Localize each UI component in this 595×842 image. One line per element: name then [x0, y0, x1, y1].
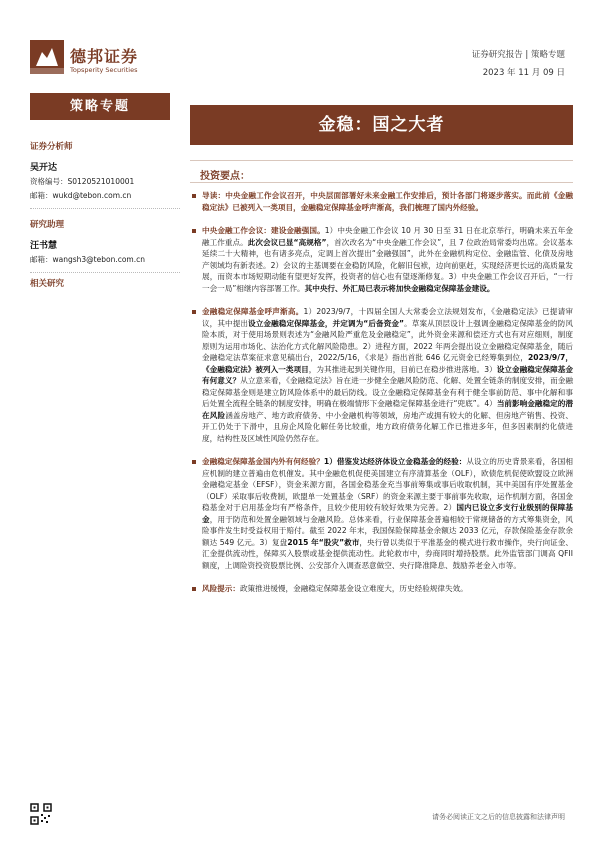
bullet-lead: 金融稳定保障基金国内外有何经验？ — [202, 457, 324, 466]
bullet-emphasis: 设立金融稳定保障基金有何意义？ — [202, 364, 573, 385]
bullet-stability-fund — [190, 306, 573, 444]
bullet-text: 涵盖房地产、地方政府债务、中小金融机构等领域，房地产或拥有较大的化解、但房地产销售、投资、开工仍处于下滑中，且房企风险化解任务比较重，地方政府债务化解工作已推进多年，但多因素制约化债进度，结构性及区域性风险仍然存在。 — [202, 410, 574, 443]
bullet-lead: 中央金融工作会议：建设金融强国。 — [202, 226, 325, 235]
report-title: 金稳：国之大者 — [190, 105, 573, 145]
bullet-text: 1）中央金融工作会议 10 月 30 日至 31 日在北京举行，明确未来五年金融工作重点。 — [202, 226, 573, 247]
assistant-block — [30, 218, 180, 265]
bullet-text: 1）2023/9/7，十四届全国人大常委会立法规划发布，《金融稳定法》已提请审议，其中提出 — [202, 307, 574, 328]
bullet-intro — [190, 190, 573, 213]
key-points-title: 投资要点： — [200, 171, 250, 182]
qr-code-icon — [30, 803, 52, 825]
analyst-block — [30, 140, 180, 201]
analyst-heading: 证券分析师 — [30, 142, 73, 152]
bullet-lead: 风险提示： — [202, 584, 240, 593]
analyst-email: 邮箱：wukd@tebon.com.cn — [30, 191, 132, 200]
bullet-text: 政策推进缓慢，金融稳定保障基金设立难度大，历史经验规律失效。 — [239, 584, 468, 593]
sidebar-divider — [30, 272, 180, 273]
related-heading: 相关研究 — [30, 279, 65, 289]
bullet-central-finance — [190, 225, 573, 294]
key-points-list — [190, 190, 573, 607]
assistant-name: 汪书慧 — [30, 241, 58, 251]
assistant-email: 邮箱：wangsh3@tebon.com.cn — [30, 255, 145, 264]
bullet-text: 从设立的历史背景来看，各国相应机制的建立普遍由危机催发。其中金融危机促使美国建立有序清算基金（OLF），欧债危机促使欧盟设立欧洲金融稳定基金（EFSF），资金来源方面，各国金稳基金充当事前筹集或事后收取机制，其中美国有序处置基金（OLF）采取事后收费制，欧盟单一处置基金（SRF）的资金来源主要于事前事先收取，运作机制方面，各国金稳基金对于启用基金均有严格条件，且较少使用较有较好效果为完善。2） — [202, 457, 573, 512]
bullet-text: ，用于防范和处置金融领域与金融风险。总体来看，行业保障基金普遍相较于常规储备的方式筹集资金，风险事件发生时受益权用于赔付。截至 2022 年末，我国保险保障基金余额达 2033 亿元，存款保险基金存款余额达 549 亿元。3）复盘 — [202, 514, 573, 547]
bullet-text: 。草案从顶层设计上强调金融稳定保障基金的防风险本质，对于使用场景则表述为“金融风险严重危及金融稳定”，此外资金来源和偿还方式也有对应细则，制度原则为运用市场化、法治化方式化解风险隐患。2）进程方面，2022 年两会提出设立金融稳定保障基金，随后金融稳定法草案征求意见稿出台，2022/5/16，《求是》指出首批 646 亿元资金已经筹集到位， — [202, 318, 574, 362]
bullet-risk — [190, 583, 573, 595]
bullet-emphasis: 国内已设立多支行业级别的保障基金 — [202, 503, 574, 524]
bullet-text: 中央金融工作会议召开，中央层面部署好未来金融工作安排后，预计各部门将逐步落实。而此前《金融稳定法》已被列入一类项目，金融稳定保障基金呼声渐高，我们梳理了国内外经验。 — [202, 191, 574, 212]
bullet-emphasis: 1）借鉴发达经济体设立金稳基金的经验： — [323, 457, 467, 466]
title-divider — [190, 160, 573, 161]
bullet-text: ，首次改名为“中央金融工作会议”，且 7 位政治局常委均出席。会议基本延续二十大精神，也有诸多亮点，定调上首次提出“金融强国”，此外在金融机构定位、金融监管、化债及房地产领域均有新表述。2）会议的主基调要在金稳防风险，化解旧包袱，边向前驱赶，实现经济更长远的高质量发展，而资本市场短期动能有望更好发挥，投资者的信心也有望逐渐修复。3）中央金融工作会议召开后，“一行一会一局”相继内容部署工作。 — [202, 237, 574, 293]
bullet-emphasis: 2023/9/7，《金融稳定法》被列入一类项目 — [202, 353, 573, 374]
bullet-emphasis: 当前影响金融稳定的潜在风险 — [202, 399, 574, 420]
bullet-text: ，为其推进起到关键作用，目前已在稳步推进落地。3） — [308, 364, 497, 374]
bullet-lead: 金融稳定保障基金呼声渐高。 — [202, 307, 304, 316]
related-block — [30, 277, 180, 289]
bullet-text: ，央行曾以类似于平准基金的模式进行救市操作，央行向证金、汇金提供流动性，保障买入股票或基金提供流动性。此轮救市中，券商同时增持股票。此外监管部门调高 QFII 额度，上调险资投资股票比例、公安部介入调查恶意做空、央行降准降息、鼓励养老金入市等。 — [202, 537, 573, 570]
report-type: 证券研究报告 | 策略专题 — [471, 50, 565, 60]
report-date: 2023 年 11 月 09 日 — [482, 68, 565, 78]
assistant-heading: 研究助理 — [30, 220, 65, 230]
bullet-experience — [190, 456, 573, 571]
bullet-emphasis: 其中央行、外汇局已表示将加快金融稳定保障基金建设。 — [304, 283, 495, 293]
bullet-text: 从立意来看，《金融稳定法》旨在进一步健全金融风险防范、化解、处置全链条的制度安排，而金融稳定保障基金则是建立防风险体系中的最后防线。设立金融稳定保障基金有利于健全事前防范、事中化解和事后处置全流程全链条的制度安排，明确在极端情形下金融稳定保障基金进行“兜底”。4） — [202, 376, 573, 408]
bullet-emphasis: 此次会议已显“高规格” — [247, 237, 327, 247]
sidebar-divider — [30, 208, 180, 209]
company-logo-icon — [30, 40, 64, 74]
bullet-emphasis: 设立金融稳定保障基金，并定调为“后备资金” — [248, 318, 405, 328]
key-points-divider — [190, 182, 573, 183]
disclaimer-footer: 请务必阅读正文之后的信息披露和法律声明 — [432, 813, 565, 821]
section-label: 策略专题 — [30, 93, 170, 120]
company-name-cn: 德邦证券 — [70, 47, 139, 66]
bullet-emphasis: 2015 年“股灾”救市 — [287, 537, 360, 547]
company-name-en: Topsperity Securities — [70, 66, 138, 74]
bullet-lead: 导读： — [202, 191, 226, 200]
analyst-name: 吴开达 — [30, 163, 58, 173]
analyst-cert: 资格编号：S0120521010001 — [30, 177, 135, 186]
